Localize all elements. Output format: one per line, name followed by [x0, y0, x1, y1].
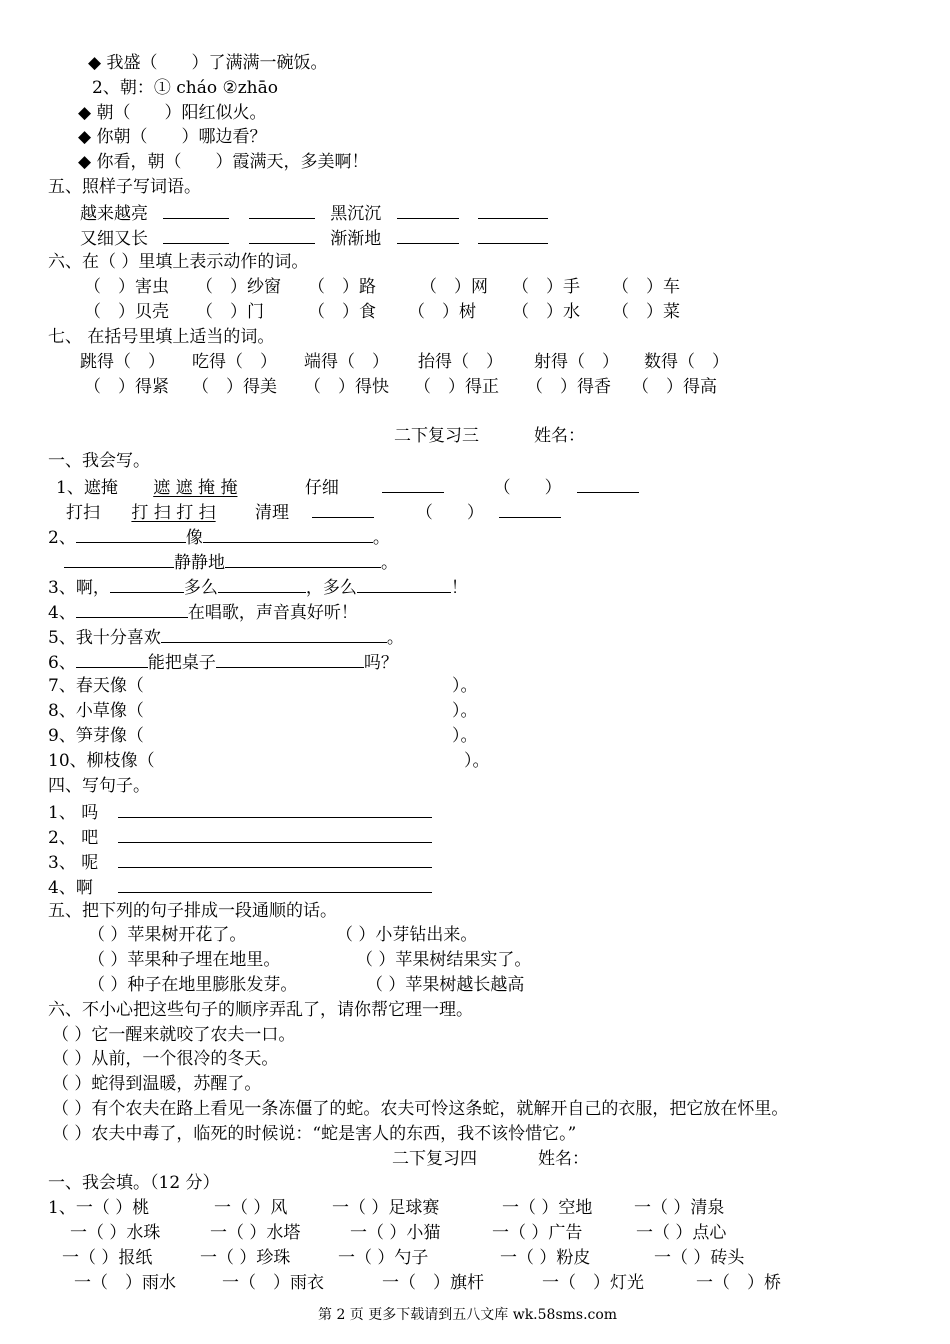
- review3-q2b-row: [64, 550, 398, 574]
- close-paren: ）。: [452, 701, 478, 721]
- s5-item: （ ）苹果树结果实了。: [356, 950, 532, 970]
- review4-row2: [70, 1222, 726, 1244]
- blank[interactable]: [357, 575, 451, 593]
- blank[interactable]: [203, 525, 373, 543]
- measure-item: 一（ ）风: [214, 1198, 288, 1218]
- measure-item: 一（ ）雨水: [74, 1273, 176, 1293]
- sec5-row2: [80, 226, 548, 250]
- blank[interactable]: [249, 201, 315, 219]
- measure-item: 一（ ）勺子: [338, 1248, 429, 1268]
- q2-mid: 像: [185, 528, 203, 548]
- blank[interactable]: [397, 201, 459, 219]
- s4-item: [48, 875, 432, 899]
- q6-mid: 能把桌子: [147, 653, 216, 673]
- blank[interactable]: [76, 600, 188, 618]
- s4-label: 2、 吧: [48, 828, 99, 848]
- measure-item: 1、一（ ）桃: [48, 1198, 150, 1218]
- sec5-example-4: 渐渐地: [330, 229, 382, 249]
- sec6-item: （ ）食: [308, 302, 376, 322]
- measure-item: 一（ ）灯光: [542, 1273, 644, 1293]
- s5-item: （ ）苹果种子埋在地里。: [88, 950, 281, 970]
- review3-q7: 7、春天像（: [48, 676, 144, 696]
- sec6-row2: [84, 301, 680, 323]
- sec7-item: （ ）得快: [304, 377, 389, 397]
- review3-q10: 10、柳枝像（: [48, 751, 155, 771]
- review3-title: 二下复习三: [394, 426, 479, 446]
- sec7-item: （ ）得正: [414, 377, 499, 397]
- q1-label: 1、遮掩: [56, 478, 118, 498]
- top-line-1: ◆ 我盛（ ）了满满一碗饭。: [88, 53, 328, 73]
- blank[interactable]: [382, 475, 444, 493]
- q1b-example: 打 扫 打 扫: [131, 503, 216, 523]
- review4-title: 二下复习四: [392, 1149, 477, 1169]
- q6-pre: 6、: [48, 653, 76, 673]
- q1b-paren: （ ）: [415, 503, 484, 523]
- s6-item: （ ）蛇得到温暖，苏醒了。: [52, 1074, 262, 1094]
- sec7-item: （ ）得香: [526, 377, 611, 397]
- sec6-item: （ ）菜: [612, 302, 680, 322]
- q2b-mid: 静静地: [174, 553, 225, 573]
- review3-q2-row: [48, 525, 390, 549]
- top-line-3: ◆ 朝（ ）阳红似火。: [78, 103, 267, 123]
- blank[interactable]: [118, 800, 432, 818]
- sec6-item: （ ）贝壳: [84, 302, 169, 322]
- blank[interactable]: [161, 625, 387, 643]
- blank[interactable]: [478, 226, 548, 244]
- blank[interactable]: [163, 226, 229, 244]
- review4-s1-heading: 一、我会填。（12 分）: [48, 1173, 220, 1193]
- measure-item: 一（ ）小猫: [350, 1223, 441, 1243]
- sec6-item: （ ）害虫: [84, 277, 169, 297]
- blank[interactable]: [118, 825, 432, 843]
- blank[interactable]: [499, 500, 561, 518]
- q3-mid2: ，多么: [305, 578, 357, 598]
- review3-s6-heading: 六、不小心把这些句子的顺序弄乱了，请你帮它理一理。: [48, 1000, 473, 1020]
- s5-item: （ ）小芽钻出来。: [336, 925, 478, 945]
- measure-item: 一（ ）水塔: [210, 1223, 301, 1243]
- s6-item: （ ）从前，一个很冷的冬天。: [52, 1049, 279, 1069]
- review4-name-label: 姓名：: [538, 1149, 589, 1169]
- s6-item: （ ）它一醒来就咬了农夫一口。: [52, 1025, 296, 1045]
- sec7-item: 端得（ ）: [304, 352, 389, 372]
- s6-item: （ ）有个农夫在路上看见一条冻僵了的蛇。农夫可怜这条蛇，就解开自己的衣服，把它放在怀里。: [52, 1099, 789, 1119]
- review3-q6-row: [48, 650, 398, 674]
- measure-item: 一（ ）清泉: [634, 1198, 725, 1218]
- review3-q4-row: [48, 600, 358, 624]
- blank[interactable]: [64, 550, 174, 568]
- top-line-5: ◆ 你看，朝（ ）霞满天，多美啊！: [78, 152, 369, 172]
- sec7-item: 抬得（ ）: [418, 352, 503, 372]
- review3-s5-heading: 五、把下列的句子排成一段通顺的话。: [48, 901, 337, 921]
- s4-item: [48, 800, 432, 824]
- sec7-item: （ ）得美: [192, 377, 277, 397]
- q1-example: 遮 遮 掩 掩: [153, 478, 238, 498]
- sec7-item: 数得（ ）: [644, 352, 729, 372]
- q2b-end: 。: [381, 553, 398, 573]
- q2-pre: 2、: [48, 528, 76, 548]
- measure-item: 一（ ）广告: [492, 1223, 583, 1243]
- blank[interactable]: [577, 475, 639, 493]
- q3-mid1: 多么: [183, 578, 218, 598]
- sec6-item: （ ）车: [612, 277, 680, 297]
- measure-item: 一（ ）珍珠: [200, 1248, 291, 1268]
- review3-s4-heading: 四、写句子。: [48, 776, 150, 796]
- sec6-item: （ ）路: [308, 277, 376, 297]
- s4-label: 1、 吗: [48, 803, 99, 823]
- review3-q9: 9、笋芽像（: [48, 726, 144, 746]
- sec7-row2: [84, 376, 717, 398]
- sec7-item: 射得（ ）: [534, 352, 619, 372]
- review3-q1-row: [56, 475, 639, 499]
- s4-item: [48, 825, 432, 849]
- q3-end: ！: [450, 578, 468, 598]
- measure-item: 一（ ）旗杆: [382, 1273, 484, 1293]
- sec6-item: （ ）水: [512, 302, 580, 322]
- sec7-item: 跳得（ ）: [80, 352, 165, 372]
- measure-item: 一（ ）空地: [502, 1198, 593, 1218]
- sec7-row1: [80, 351, 729, 373]
- sec5-example-3: 又细又长: [80, 229, 148, 249]
- measure-item: 一（ ）报纸: [62, 1248, 153, 1268]
- measure-item: 一（ ）砖头: [654, 1248, 745, 1268]
- measure-item: 一（ ）雨衣: [222, 1273, 324, 1293]
- blank[interactable]: [218, 575, 306, 593]
- blank[interactable]: [478, 201, 548, 219]
- close-paren: ）。: [464, 751, 490, 771]
- sec6-item: （ ）手: [512, 277, 580, 297]
- top-line-4: ◆ 你朝（ ）哪边看？: [78, 127, 267, 147]
- q3-pre: 3、啊，: [48, 578, 110, 598]
- s4-label: 4、啊: [48, 878, 93, 898]
- measure-item: 一（ ）水珠: [70, 1223, 161, 1243]
- sec6-item: （ ）门: [196, 302, 264, 322]
- measure-item: 一（ ）点心: [636, 1223, 727, 1243]
- sec6-row1: [84, 276, 680, 298]
- blank[interactable]: [249, 226, 315, 244]
- blank[interactable]: [216, 650, 364, 668]
- blank[interactable]: [225, 550, 381, 568]
- s5-item: （ ）苹果树越长越高: [366, 975, 525, 995]
- top-line-2: 2、朝：① cháo ②zhāo: [92, 78, 278, 98]
- q5-end: 。: [386, 628, 404, 648]
- sec7-item: （ ）得紧: [84, 377, 169, 397]
- review4-row4: [74, 1272, 781, 1294]
- q4-pre: 4、: [48, 603, 76, 623]
- q5-pre: 5、我十分喜欢: [48, 628, 161, 648]
- sec6-item: （ ）树: [408, 302, 476, 322]
- close-paren: ）。: [452, 676, 478, 696]
- measure-item: 一（ ）足球赛: [332, 1198, 440, 1218]
- s6-item: （ ）农夫中毒了，临死的时候说：“蛇是害人的东西，我不该怜惜它。”: [52, 1124, 577, 1144]
- blank[interactable]: [118, 875, 432, 893]
- review4-row3: [62, 1247, 744, 1269]
- sec6-item: （ ）纱窗: [196, 277, 281, 297]
- blank[interactable]: [312, 500, 374, 518]
- measure-item: 一（ ）桥: [696, 1273, 781, 1293]
- review3-name-label: 姓名：: [534, 426, 585, 446]
- review3-q5-row: [48, 625, 404, 649]
- blank[interactable]: [397, 226, 459, 244]
- sec5-row1: [80, 201, 548, 225]
- q1-paren: （ ）: [493, 478, 562, 498]
- sec5-example-2: 黑沉沉: [330, 204, 382, 224]
- close-paren: ）。: [452, 726, 478, 746]
- q1-word2: 仔细: [304, 478, 339, 498]
- review3-q3-row: [48, 575, 468, 599]
- blank[interactable]: [76, 650, 148, 668]
- blank[interactable]: [118, 850, 432, 868]
- blank[interactable]: [110, 575, 184, 593]
- review3-s1-heading: 一、我会写。: [48, 451, 150, 471]
- q1b-label: 打扫: [66, 503, 100, 523]
- sec6-item: （ ）网: [420, 277, 488, 297]
- sec6-heading: 六、在（ ）里填上表示动作的词。: [48, 252, 309, 272]
- q1b-word2: 清理: [255, 503, 290, 523]
- review3-q1b-row: [66, 500, 561, 524]
- sec5-heading: 五、照样子写词语。: [48, 177, 201, 197]
- s4-label: 3、 呢: [48, 853, 99, 873]
- measure-item: 一（ ）粉皮: [500, 1248, 591, 1268]
- blank[interactable]: [76, 525, 186, 543]
- blank[interactable]: [163, 201, 229, 219]
- review3-q8: 8、小草像（: [48, 701, 144, 721]
- s5-item: （ ）苹果树开花了。: [88, 925, 247, 945]
- s5-item: （ ）种子在地里膨胀发芽。: [88, 975, 298, 995]
- sec5-example-1: 越来越亮: [80, 204, 148, 224]
- page-footer: 第 2 页 更多下载请到五八文库 wk.58sms.com: [318, 1307, 618, 1323]
- sec7-heading: 七、 在括号里填上适当的词。: [48, 327, 275, 347]
- s4-item: [48, 850, 432, 874]
- sec7-item: 吃得（ ）: [192, 352, 277, 372]
- review4-row1: [48, 1197, 724, 1219]
- q2-end: 。: [372, 528, 390, 548]
- q4-end: 在唱歌，声音真好听！: [187, 603, 358, 623]
- sec7-item: （ ）得高: [632, 377, 717, 397]
- q6-end: 吗？: [363, 653, 398, 673]
